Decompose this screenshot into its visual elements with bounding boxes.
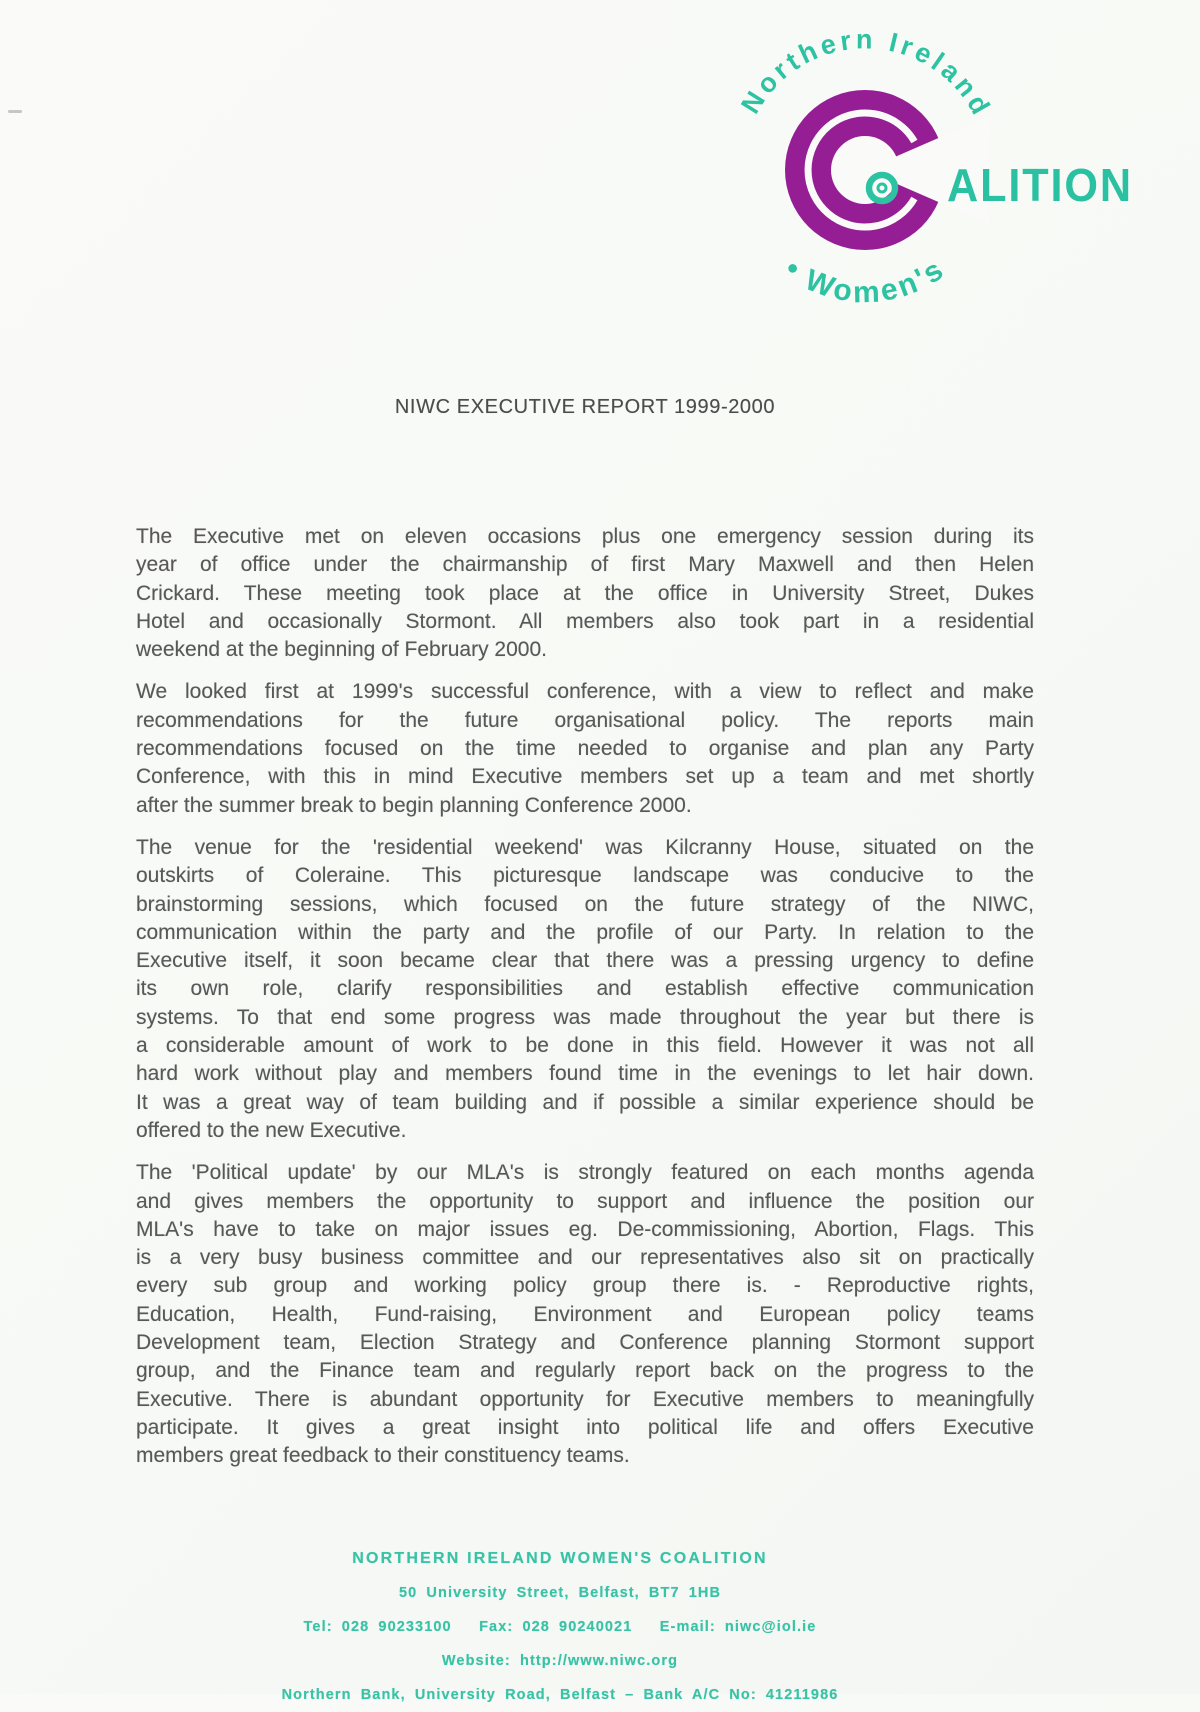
paragraph-line: The Executive met on eleven occasions plus one emergency session during its xyxy=(136,525,1034,548)
paragraph-line: We looked first at 1999's successful conference, with a view to reflect and make xyxy=(136,680,1034,704)
paragraph-line: The 'Political update' by our MLA's is strongly featured on each months agenda xyxy=(136,1161,1034,1185)
paragraph-line: systems. To that end some progress was made throughout the year but there is xyxy=(136,1005,1034,1029)
paragraph-line: brainstorming sessions, which focused on the future strategy of the NIWC, xyxy=(136,892,1034,916)
paragraph-line: recommendations for the future organisational policy. The reports main xyxy=(136,708,1034,732)
paragraph-line: It was a great way of team building and if possible a similar experience should be xyxy=(136,1090,1034,1114)
paragraph-line: hard work without play and members found time in the evenings to let hair down. xyxy=(136,1062,1034,1086)
paragraph-line: Development team, Election Strategy and Conference planning Stormont support xyxy=(136,1331,1034,1355)
paragraph-line: outskirts of Coleraine. This picturesque landscape was conducive to the xyxy=(136,864,1034,888)
paragraph-line: Hotel and occasionally Stormont. All members also took part in a residential xyxy=(136,609,1034,633)
paragraph-line: participate. It gives a great insight into political life and offers Executive xyxy=(136,1415,1034,1439)
footer-bank-details: Northern Bank, University Road, Belfast – Bank A/C No: 41211986 xyxy=(281,1687,839,1703)
footer-website: Website: http://www.niwc.org xyxy=(441,1653,679,1669)
report-title: NIWC EXECUTIVE REPORT 1999-2000 xyxy=(394,396,776,418)
paragraph-line: weekend at the beginning of February 2000. xyxy=(136,638,547,662)
paragraph-line: Conference, with this in mind Executive members set up a team and met shortly xyxy=(136,765,1034,789)
logo-arc-top-text: Northern Ireland xyxy=(735,24,998,123)
paragraph-line: Executive. There is abundant opportunity for Executive members to meaningfully xyxy=(136,1387,1034,1411)
scan-artifact-dash xyxy=(8,110,22,113)
paragraph-line: Crickard. These meeting took place at the office in University Street, Dukes xyxy=(136,581,1034,605)
logo-wordmark: ALITION xyxy=(947,159,1133,211)
paragraph-line: and gives members the opportunity to support and influence the position our xyxy=(136,1189,1034,1213)
paragraph-line: Executive itself, it soon became clear that there was a pressing urgency to define xyxy=(136,949,1034,973)
report-body xyxy=(136,523,1034,1485)
paragraph-line: MLA's have to take on major issues eg. De-commissioning, Abortion, Flags. This xyxy=(136,1217,1034,1241)
paragraph-line: recommendations focused on the time needed to organise and plan any Party xyxy=(136,737,1034,761)
paragraph-line: year of office under the chairmanship of first Mary Maxwell and then Helen xyxy=(136,553,1034,577)
paragraph xyxy=(136,834,1034,1145)
paragraph-line: Education, Health, Fund-raising, Environment and European policy teams xyxy=(136,1302,1034,1326)
paragraph-line: members great feedback to their constituency teams. xyxy=(136,1444,630,1468)
paragraph-line: communication within the party and the profile of our Party. In relation to the xyxy=(136,920,1034,944)
letterhead-footer xyxy=(0,1542,1120,1712)
paragraph-line: its own role, clarify responsibilities and establish effective communication xyxy=(136,977,1034,1001)
footer-address: 50 University Street, Belfast, BT7 1HB xyxy=(398,1585,722,1601)
logo-arc-bottom-text: • Women's xyxy=(778,252,952,310)
paragraph xyxy=(136,1159,1034,1470)
footer-contact: Tel: 028 90233100 Fax: 028 90240021 E-mail: niwc@iol.ie xyxy=(303,1619,817,1635)
paragraph-line: a considerable amount of work to be done in this field. However it was not all xyxy=(136,1034,1034,1058)
paragraph xyxy=(136,678,1034,819)
paragraph-line: offered to the new Executive. xyxy=(136,1118,407,1142)
paragraph-line: every sub group and working policy group there is. - Reproductive rights, xyxy=(136,1274,1034,1298)
paragraph-line: group, and the Finance team and regularly report back on the progress to the xyxy=(136,1359,1034,1383)
niwc-logo xyxy=(655,22,1135,322)
footer-org-name: NORTHERN IRELAND WOMEN'S COALITION xyxy=(352,1550,768,1567)
paragraph xyxy=(136,523,1034,664)
paragraph-line: after the summer break to begin planning Conference 2000. xyxy=(136,793,692,817)
paragraph-line: is a very busy business committee and our representatives also sit on practically xyxy=(136,1246,1034,1270)
paragraph-line: The venue for the 'residential weekend' was Kilcranny House, situated on the xyxy=(136,835,1034,859)
